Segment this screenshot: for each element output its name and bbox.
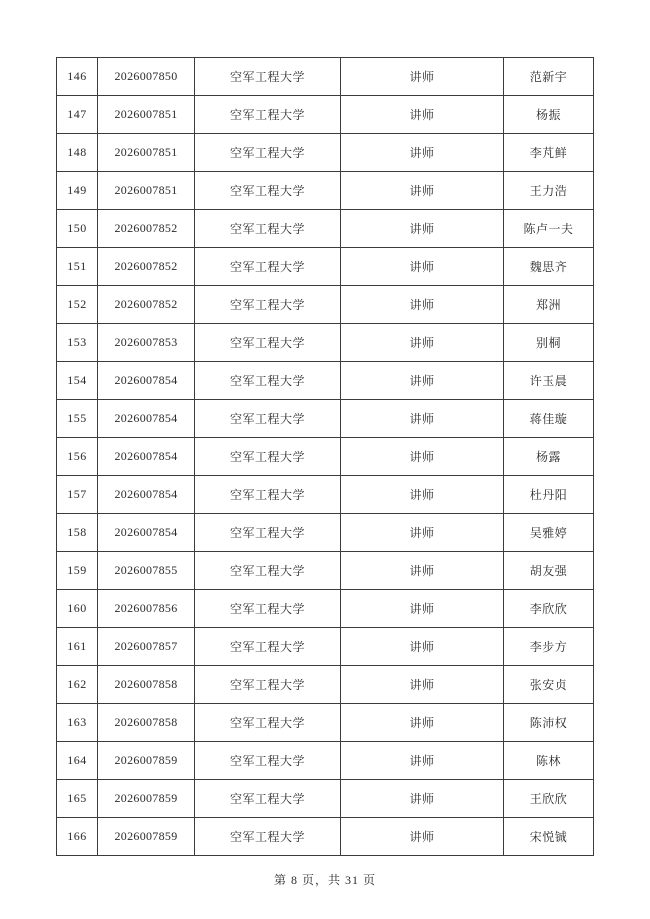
cell-university: 空军工程大学	[195, 134, 341, 172]
cell-university: 空军工程大学	[195, 780, 341, 818]
table-row	[57, 210, 594, 248]
table-row	[57, 438, 594, 476]
faculty-roster-table	[56, 57, 594, 856]
cell-index: 161	[57, 628, 98, 666]
cell-university: 空军工程大学	[195, 400, 341, 438]
cell-name: 张安贞	[504, 666, 594, 704]
table-row	[57, 96, 594, 134]
cell-index: 165	[57, 780, 98, 818]
cell-id: 2026007851	[98, 172, 195, 210]
cell-title: 讲师	[341, 780, 504, 818]
cell-id: 2026007850	[98, 58, 195, 96]
table-row	[57, 818, 594, 856]
cell-title: 讲师	[341, 666, 504, 704]
cell-title: 讲师	[341, 134, 504, 172]
cell-name: 王力浩	[504, 172, 594, 210]
cell-id: 2026007856	[98, 590, 195, 628]
cell-id: 2026007852	[98, 210, 195, 248]
cell-id: 2026007852	[98, 286, 195, 324]
cell-id: 2026007851	[98, 96, 195, 134]
cell-university: 空军工程大学	[195, 628, 341, 666]
cell-name: 陈卢一夫	[504, 210, 594, 248]
cell-name: 陈沛权	[504, 704, 594, 742]
cell-university: 空军工程大学	[195, 248, 341, 286]
cell-name: 宋悦铖	[504, 818, 594, 856]
cell-index: 148	[57, 134, 98, 172]
table-row	[57, 742, 594, 780]
page-footer	[0, 871, 650, 888]
cell-name: 杨振	[504, 96, 594, 134]
cell-university: 空军工程大学	[195, 58, 341, 96]
cell-id: 2026007857	[98, 628, 195, 666]
cell-name: 范新宇	[504, 58, 594, 96]
cell-title: 讲师	[341, 514, 504, 552]
table-row	[57, 704, 594, 742]
cell-index: 166	[57, 818, 98, 856]
table-row	[57, 248, 594, 286]
table-row	[57, 172, 594, 210]
table-row	[57, 400, 594, 438]
cell-title: 讲师	[341, 172, 504, 210]
cell-title: 讲师	[341, 286, 504, 324]
cell-university: 空军工程大学	[195, 362, 341, 400]
cell-index: 155	[57, 400, 98, 438]
roster-table-body	[57, 58, 594, 856]
table-row	[57, 362, 594, 400]
cell-university: 空军工程大学	[195, 818, 341, 856]
cell-title: 讲师	[341, 362, 504, 400]
table-row	[57, 514, 594, 552]
cell-name: 李芃鲜	[504, 134, 594, 172]
table-row	[57, 628, 594, 666]
cell-name: 别桐	[504, 324, 594, 362]
cell-id: 2026007851	[98, 134, 195, 172]
cell-title: 讲师	[341, 476, 504, 514]
cell-university: 空军工程大学	[195, 742, 341, 780]
cell-name: 杨露	[504, 438, 594, 476]
cell-index: 164	[57, 742, 98, 780]
cell-index: 146	[57, 58, 98, 96]
cell-index: 162	[57, 666, 98, 704]
table-row	[57, 590, 594, 628]
cell-title: 讲师	[341, 818, 504, 856]
table-row	[57, 780, 594, 818]
cell-title: 讲师	[341, 58, 504, 96]
cell-index: 147	[57, 96, 98, 134]
cell-name: 魏思齐	[504, 248, 594, 286]
cell-id: 2026007858	[98, 666, 195, 704]
cell-index: 152	[57, 286, 98, 324]
cell-university: 空军工程大学	[195, 666, 341, 704]
cell-university: 空军工程大学	[195, 704, 341, 742]
cell-id: 2026007855	[98, 552, 195, 590]
cell-id: 2026007858	[98, 704, 195, 742]
cell-name: 王欣欣	[504, 780, 594, 818]
cell-name: 胡友强	[504, 552, 594, 590]
cell-university: 空军工程大学	[195, 438, 341, 476]
cell-title: 讲师	[341, 400, 504, 438]
cell-title: 讲师	[341, 742, 504, 780]
cell-name: 杜丹阳	[504, 476, 594, 514]
cell-title: 讲师	[341, 248, 504, 286]
cell-title: 讲师	[341, 552, 504, 590]
cell-university: 空军工程大学	[195, 172, 341, 210]
cell-name: 许玉晨	[504, 362, 594, 400]
cell-name: 李欣欣	[504, 590, 594, 628]
cell-id: 2026007854	[98, 400, 195, 438]
table-row	[57, 324, 594, 362]
cell-name: 蒋佳璇	[504, 400, 594, 438]
cell-name: 郑洲	[504, 286, 594, 324]
cell-index: 154	[57, 362, 98, 400]
table-row	[57, 134, 594, 172]
cell-university: 空军工程大学	[195, 514, 341, 552]
cell-index: 156	[57, 438, 98, 476]
cell-index: 153	[57, 324, 98, 362]
cell-id: 2026007854	[98, 476, 195, 514]
cell-university: 空军工程大学	[195, 96, 341, 134]
cell-title: 讲师	[341, 96, 504, 134]
page-number-label: 第 8 页，共 31 页	[273, 873, 376, 887]
cell-university: 空军工程大学	[195, 210, 341, 248]
table-row	[57, 666, 594, 704]
cell-id: 2026007853	[98, 324, 195, 362]
table-row	[57, 552, 594, 590]
cell-name: 陈林	[504, 742, 594, 780]
cell-title: 讲师	[341, 210, 504, 248]
cell-university: 空军工程大学	[195, 476, 341, 514]
cell-id: 2026007852	[98, 248, 195, 286]
cell-university: 空军工程大学	[195, 552, 341, 590]
cell-university: 空军工程大学	[195, 286, 341, 324]
cell-id: 2026007859	[98, 780, 195, 818]
table-row	[57, 286, 594, 324]
cell-title: 讲师	[341, 628, 504, 666]
table-row	[57, 58, 594, 96]
cell-index: 163	[57, 704, 98, 742]
cell-index: 151	[57, 248, 98, 286]
cell-name: 吴雅婷	[504, 514, 594, 552]
cell-index: 158	[57, 514, 98, 552]
cell-title: 讲师	[341, 590, 504, 628]
cell-index: 159	[57, 552, 98, 590]
cell-id: 2026007854	[98, 438, 195, 476]
cell-id: 2026007854	[98, 362, 195, 400]
cell-id: 2026007854	[98, 514, 195, 552]
table-row	[57, 476, 594, 514]
cell-index: 157	[57, 476, 98, 514]
cell-id: 2026007859	[98, 818, 195, 856]
cell-index: 149	[57, 172, 98, 210]
cell-index: 160	[57, 590, 98, 628]
cell-university: 空军工程大学	[195, 324, 341, 362]
cell-title: 讲师	[341, 324, 504, 362]
cell-title: 讲师	[341, 438, 504, 476]
cell-university: 空军工程大学	[195, 590, 341, 628]
cell-index: 150	[57, 210, 98, 248]
cell-name: 李步方	[504, 628, 594, 666]
cell-title: 讲师	[341, 704, 504, 742]
cell-id: 2026007859	[98, 742, 195, 780]
